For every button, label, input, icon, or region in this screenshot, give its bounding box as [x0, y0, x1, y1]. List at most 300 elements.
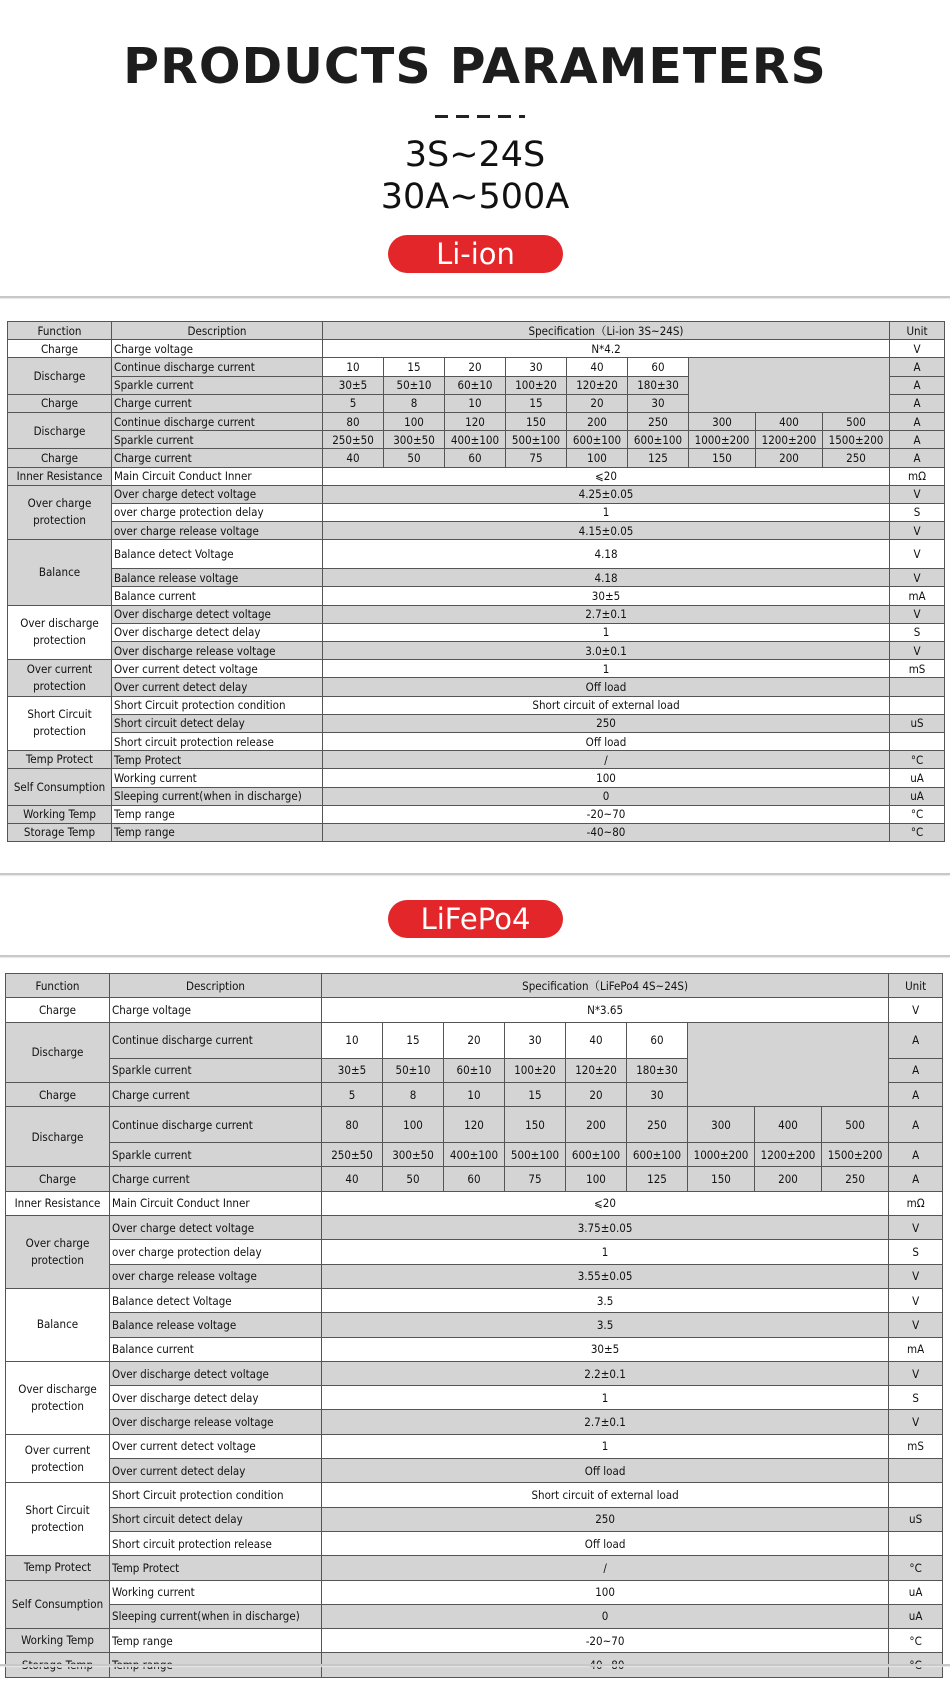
table-row [6, 1143, 943, 1167]
spec-value: 100 [567, 449, 628, 467]
description-cell: over charge protection delay [112, 503, 323, 521]
spec-value: 600±100 [566, 1143, 627, 1167]
spec-value: 80 [323, 412, 384, 430]
table-row [6, 1531, 943, 1555]
lifepo4-spec-table [5, 973, 943, 1678]
spec-value: 3.55±0.05 [322, 1264, 889, 1288]
description-cell: over charge release voltage [110, 1264, 322, 1288]
unit-cell: mA [889, 1337, 943, 1361]
description-cell: Charge current [110, 1167, 322, 1191]
table-row [8, 805, 945, 823]
spec-value: 8 [384, 394, 445, 412]
spec-value: 100 [383, 1107, 444, 1143]
description-cell: Sparkle current [110, 1058, 322, 1082]
unit-cell: S [889, 1240, 943, 1264]
spec-value: 180±30 [628, 376, 689, 394]
description-cell: over charge protection delay [110, 1240, 322, 1264]
description-cell: Sparkle current [112, 431, 323, 449]
spec-value: 50 [383, 1167, 444, 1191]
unit-cell [890, 678, 945, 696]
divider [0, 296, 950, 298]
table-row [6, 1337, 943, 1361]
divider [0, 955, 950, 957]
unit-cell: A [890, 412, 945, 430]
unit-cell: A [890, 449, 945, 467]
spec-value: 250±50 [322, 1143, 383, 1167]
function-cell: Discharge [6, 1022, 110, 1082]
table-row [6, 1022, 943, 1058]
unit-cell: mΩ [890, 467, 945, 485]
description-cell: Short circuit detect delay [112, 714, 323, 732]
table-row [8, 751, 945, 769]
spec-value: 1 [322, 1434, 889, 1458]
description-cell: Main Circuit Conduct Inner [110, 1191, 322, 1215]
table-row [6, 1434, 943, 1458]
table-row [6, 1288, 943, 1312]
header-specification: Specification（LiFePo4 4S~24S) [322, 974, 889, 998]
table-row [6, 1556, 943, 1580]
description-cell: Over discharge detect voltage [110, 1361, 322, 1385]
description-cell: Short Circuit protection condition [112, 696, 323, 714]
current-range: 30A~500A [380, 177, 570, 217]
function-cell: Working Temp [6, 1629, 110, 1653]
table-row [8, 449, 945, 467]
unit-cell: V [890, 605, 945, 623]
description-cell: Balance detect Voltage [110, 1288, 322, 1312]
spec-value: 250 [323, 714, 890, 732]
spec-value: 15 [505, 1082, 566, 1106]
spec-value: 3.5 [322, 1288, 889, 1312]
unit-cell: A [890, 431, 945, 449]
spec-value: 1 [322, 1386, 889, 1410]
unit-cell: V [889, 1410, 943, 1434]
spec-value: 500 [822, 1107, 889, 1143]
function-cell: Self Consumption [6, 1580, 110, 1629]
header-specification: Specification（Li-ion 3S~24S) [323, 322, 890, 340]
unit-cell: mS [889, 1434, 943, 1458]
spec-value: 5 [323, 394, 384, 412]
header-unit: Unit [889, 974, 943, 998]
description-cell: Over discharge release voltage [110, 1410, 322, 1434]
table-row [8, 569, 945, 587]
function-cell: Charge [6, 998, 110, 1022]
header-description: Description [110, 974, 322, 998]
table-row [8, 467, 945, 485]
spec-value: 5 [322, 1082, 383, 1106]
function-cell: Storage Temp [8, 823, 112, 841]
unit-cell: A [889, 1107, 943, 1143]
spec-value: 1000±200 [689, 431, 756, 449]
description-cell: Temp range [110, 1629, 322, 1653]
spec-value: 150 [505, 1107, 566, 1143]
function-cell: Short Circuit protection [8, 696, 112, 751]
spec-value: 30±5 [323, 376, 384, 394]
spec-value: 1200±200 [756, 431, 823, 449]
unit-cell: A [890, 394, 945, 412]
unit-cell: V [890, 522, 945, 540]
unit-cell: °C [889, 1653, 943, 1677]
unit-cell: °C [890, 751, 945, 769]
page-title: PRODUCTS PARAMETERS [123, 38, 827, 95]
unit-cell: °C [889, 1556, 943, 1580]
spec-value: 250 [322, 1507, 889, 1531]
function-cell: Over discharge protection [8, 605, 112, 660]
unit-cell: S [890, 503, 945, 521]
spec-value: 250 [627, 1107, 688, 1143]
description-cell: Over discharge release voltage [112, 642, 323, 660]
table-row [6, 1629, 943, 1653]
description-cell: Working current [112, 769, 323, 787]
table-row [8, 769, 945, 787]
spec-value: -20~70 [323, 805, 890, 823]
spec-value: 1 [323, 503, 890, 521]
spec-value: 10 [322, 1022, 383, 1058]
spec-value: 2.2±0.1 [322, 1361, 889, 1385]
table-row [6, 1313, 943, 1337]
description-cell: Sparkle current [110, 1143, 322, 1167]
function-cell: Inner Resistance [8, 467, 112, 485]
spec-value: 500±100 [506, 431, 567, 449]
spec-value: 50±10 [383, 1058, 444, 1082]
spec-value: 60 [444, 1167, 505, 1191]
description-cell: Temp Protect [110, 1556, 322, 1580]
spec-value: 30 [505, 1022, 566, 1058]
spec-value: 180±30 [627, 1058, 688, 1082]
spec-value: 30±5 [322, 1058, 383, 1082]
spec-value: 600±100 [567, 431, 628, 449]
description-cell: Short Circuit protection condition [110, 1483, 322, 1507]
spec-value: 8 [383, 1082, 444, 1106]
description-cell: Over current detect delay [112, 678, 323, 696]
function-cell: Discharge [8, 358, 112, 394]
divider [0, 1664, 950, 1666]
unit-cell: V [890, 642, 945, 660]
unit-cell: S [889, 1386, 943, 1410]
header-unit: Unit [890, 322, 945, 340]
table-row [6, 974, 943, 998]
spec-value: 40 [323, 449, 384, 467]
description-cell: Short circuit detect delay [110, 1507, 322, 1531]
spec-value: 400±100 [445, 431, 506, 449]
spec-value: 200 [567, 412, 628, 430]
spec-value: 600±100 [627, 1143, 688, 1167]
description-cell: Balance current [110, 1337, 322, 1361]
spec-value: 300 [689, 412, 756, 430]
spec-value: 120 [445, 412, 506, 430]
description-cell: Temp range [112, 823, 323, 841]
description-cell: Charge voltage [112, 340, 323, 358]
description-cell: Balance release voltage [112, 569, 323, 587]
function-cell: Temp Protect [6, 1556, 110, 1580]
description-cell: Over discharge detect voltage [112, 605, 323, 623]
unit-cell: A [889, 1022, 943, 1058]
title-dash-decoration [435, 112, 525, 118]
description-cell: Balance current [112, 587, 323, 605]
table-row [8, 605, 945, 623]
spec-value: 200 [755, 1167, 822, 1191]
table-row [8, 823, 945, 841]
description-cell: Sleeping current(when in discharge) [112, 787, 323, 805]
table-row [8, 660, 945, 678]
spec-value: 200 [756, 449, 823, 467]
description-cell: Continue discharge current [110, 1107, 322, 1143]
unit-cell: V [889, 998, 943, 1022]
spec-value: 15 [383, 1022, 444, 1058]
spec-value: Off load [322, 1531, 889, 1555]
function-cell: Charge [8, 449, 112, 467]
function-cell: Storage Temp [6, 1653, 110, 1677]
description-cell: Sparkle current [112, 376, 323, 394]
description-cell: Over current detect voltage [110, 1434, 322, 1458]
table-row [6, 998, 943, 1022]
function-cell: Charge [8, 394, 112, 412]
description-cell: Working current [110, 1580, 322, 1604]
spec-value: 200 [566, 1107, 627, 1143]
spec-value: 20 [444, 1022, 505, 1058]
spec-value: 250 [628, 412, 689, 430]
spec-value: 600±100 [628, 431, 689, 449]
spec-value: 400 [755, 1107, 822, 1143]
description-cell: Continue discharge current [112, 358, 323, 376]
function-cell: Inner Resistance [6, 1191, 110, 1215]
function-cell: Over charge protection [8, 485, 112, 540]
table-row [6, 1386, 943, 1410]
unit-cell [889, 1483, 943, 1507]
function-cell: Short Circuit protection [6, 1483, 110, 1556]
function-cell: Temp Protect [8, 751, 112, 769]
header-function: Function [6, 974, 110, 998]
function-cell: Over current protection [8, 660, 112, 696]
unit-cell: °C [890, 823, 945, 841]
description-cell: Over charge detect voltage [112, 485, 323, 503]
spec-value: 100 [566, 1167, 627, 1191]
table-row [8, 678, 945, 696]
spec-value: 300±50 [383, 1143, 444, 1167]
unit-cell: A [890, 376, 945, 394]
spec-value: 250 [822, 1167, 889, 1191]
spec-value: 500 [823, 412, 890, 430]
spec-value: 30±5 [323, 587, 890, 605]
unit-cell [889, 1531, 943, 1555]
spec-value: 300 [688, 1107, 755, 1143]
spec-value: 10 [323, 358, 384, 376]
spec-value: 40 [566, 1022, 627, 1058]
unit-cell: A [890, 358, 945, 376]
spec-value: N*3.65 [322, 998, 889, 1022]
table-row [8, 540, 945, 569]
function-cell: Working Temp [8, 805, 112, 823]
spec-value: 20 [566, 1082, 627, 1106]
spec-value: ⩽20 [323, 467, 890, 485]
spec-value: / [322, 1556, 889, 1580]
spec-value: 500±100 [505, 1143, 566, 1167]
description-cell: Over current detect delay [110, 1459, 322, 1483]
spec-value: 400 [756, 412, 823, 430]
spec-value: Short circuit of external load [323, 696, 890, 714]
unit-cell: V [890, 569, 945, 587]
unit-cell: uS [890, 714, 945, 732]
spec-value: / [323, 751, 890, 769]
table-row [6, 1107, 943, 1143]
unit-cell [889, 1459, 943, 1483]
spec-value: 250±50 [323, 431, 384, 449]
spec-value: 75 [506, 449, 567, 467]
header-function: Function [8, 322, 112, 340]
spec-value: 250 [823, 449, 890, 467]
description-cell: Short circuit protection release [110, 1531, 322, 1555]
spec-value: 50 [384, 449, 445, 467]
spec-value: 120 [444, 1107, 505, 1143]
table-row [8, 340, 945, 358]
spec-value: 100±20 [506, 376, 567, 394]
spec-value: 3.75±0.05 [322, 1216, 889, 1240]
empty-cell [688, 1022, 889, 1107]
table-row [8, 642, 945, 660]
table-row [8, 322, 945, 340]
unit-cell: V [890, 540, 945, 569]
table-row [8, 623, 945, 641]
unit-cell: mS [890, 660, 945, 678]
spec-value: 300±50 [384, 431, 445, 449]
spec-value: 60 [628, 358, 689, 376]
spec-value: Off load [322, 1459, 889, 1483]
empty-cell [689, 358, 890, 413]
unit-cell: uA [890, 787, 945, 805]
function-cell: Discharge [6, 1107, 110, 1167]
spec-value: 60 [627, 1022, 688, 1058]
description-cell: Sleeping current(when in discharge) [110, 1604, 322, 1628]
header-description: Description [112, 322, 323, 340]
spec-value: 15 [506, 394, 567, 412]
description-cell: Charge current [112, 449, 323, 467]
spec-value: 30 [628, 394, 689, 412]
unit-cell [890, 696, 945, 714]
description-cell: Continue discharge current [112, 412, 323, 430]
table-row [8, 787, 945, 805]
spec-value: 75 [505, 1167, 566, 1191]
liion-label-badge: Li-ion [388, 235, 563, 273]
function-cell: Charge [6, 1082, 110, 1106]
spec-value: 120±20 [567, 376, 628, 394]
spec-value: 4.18 [323, 540, 890, 569]
spec-value: 2.7±0.1 [323, 605, 890, 623]
function-cell: Over charge protection [6, 1216, 110, 1289]
function-cell: Over current protection [6, 1434, 110, 1483]
description-cell: Charge current [110, 1082, 322, 1106]
unit-cell: °C [889, 1629, 943, 1653]
lifepo4-label-badge: LiFePo4 [388, 900, 563, 938]
description-cell: Short circuit protection release [112, 732, 323, 750]
table-row [6, 1361, 943, 1385]
table-row [6, 1459, 943, 1483]
unit-cell: V [889, 1288, 943, 1312]
unit-cell [890, 732, 945, 750]
unit-cell: S [890, 623, 945, 641]
spec-value: 1500±200 [822, 1143, 889, 1167]
table-row [6, 1167, 943, 1191]
spec-value: 1 [322, 1240, 889, 1264]
spec-value: 100 [323, 769, 890, 787]
spec-value: 2.7±0.1 [322, 1410, 889, 1434]
unit-cell: V [889, 1264, 943, 1288]
table-row [6, 1191, 943, 1215]
description-cell: Continue discharge current [110, 1022, 322, 1058]
function-cell: Self Consumption [8, 769, 112, 805]
spec-value: 10 [444, 1082, 505, 1106]
table-row [8, 522, 945, 540]
table-row [6, 1580, 943, 1604]
unit-cell: mΩ [889, 1191, 943, 1215]
spec-value: 30 [506, 358, 567, 376]
table-row [8, 732, 945, 750]
function-cell: Charge [8, 340, 112, 358]
function-cell: Charge [6, 1167, 110, 1191]
spec-value: 1200±200 [755, 1143, 822, 1167]
spec-value: 1 [323, 623, 890, 641]
spec-value: 4.15±0.05 [323, 522, 890, 540]
spec-value: 125 [627, 1167, 688, 1191]
description-cell: Temp range [112, 805, 323, 823]
description-cell: Over discharge detect delay [110, 1386, 322, 1410]
spec-value: 30±5 [322, 1337, 889, 1361]
description-cell: Balance release voltage [110, 1313, 322, 1337]
unit-cell: A [889, 1082, 943, 1106]
function-cell: Over discharge protection [6, 1361, 110, 1434]
table-row [6, 1410, 943, 1434]
spec-value: 1500±200 [823, 431, 890, 449]
table-row [8, 696, 945, 714]
spec-value: 125 [628, 449, 689, 467]
spec-value: 3.0±0.1 [323, 642, 890, 660]
spec-value: Off load [323, 732, 890, 750]
spec-value: ⩽20 [322, 1191, 889, 1215]
spec-value: 50±10 [384, 376, 445, 394]
spec-value: 4.25±0.05 [323, 485, 890, 503]
spec-value: 100 [384, 412, 445, 430]
spec-value: 100±20 [505, 1058, 566, 1082]
unit-cell: uA [889, 1580, 943, 1604]
table-row [8, 714, 945, 732]
spec-value: 150 [506, 412, 567, 430]
spec-value: 1000±200 [688, 1143, 755, 1167]
spec-value: 100 [322, 1580, 889, 1604]
unit-cell: V [890, 340, 945, 358]
spec-value: 15 [384, 358, 445, 376]
spec-value: 150 [689, 449, 756, 467]
description-cell: Temp Protect [112, 751, 323, 769]
unit-cell: uS [889, 1507, 943, 1531]
description-cell: Over charge detect voltage [110, 1216, 322, 1240]
unit-cell: uA [890, 769, 945, 787]
table-row [8, 412, 945, 430]
spec-value: 20 [445, 358, 506, 376]
table-row [6, 1507, 943, 1531]
table-row [8, 431, 945, 449]
table-row [6, 1216, 943, 1240]
table-row [8, 358, 945, 376]
spec-value: -20~70 [322, 1629, 889, 1653]
spec-value: 20 [567, 394, 628, 412]
function-cell: Balance [8, 540, 112, 605]
spec-value: 60±10 [444, 1058, 505, 1082]
spec-value: Short circuit of external load [322, 1483, 889, 1507]
description-cell: Charge current [112, 394, 323, 412]
unit-cell: uA [889, 1604, 943, 1628]
description-cell: Over discharge detect delay [112, 623, 323, 641]
unit-cell: V [889, 1216, 943, 1240]
table-row [6, 1604, 943, 1628]
unit-cell: A [889, 1143, 943, 1167]
